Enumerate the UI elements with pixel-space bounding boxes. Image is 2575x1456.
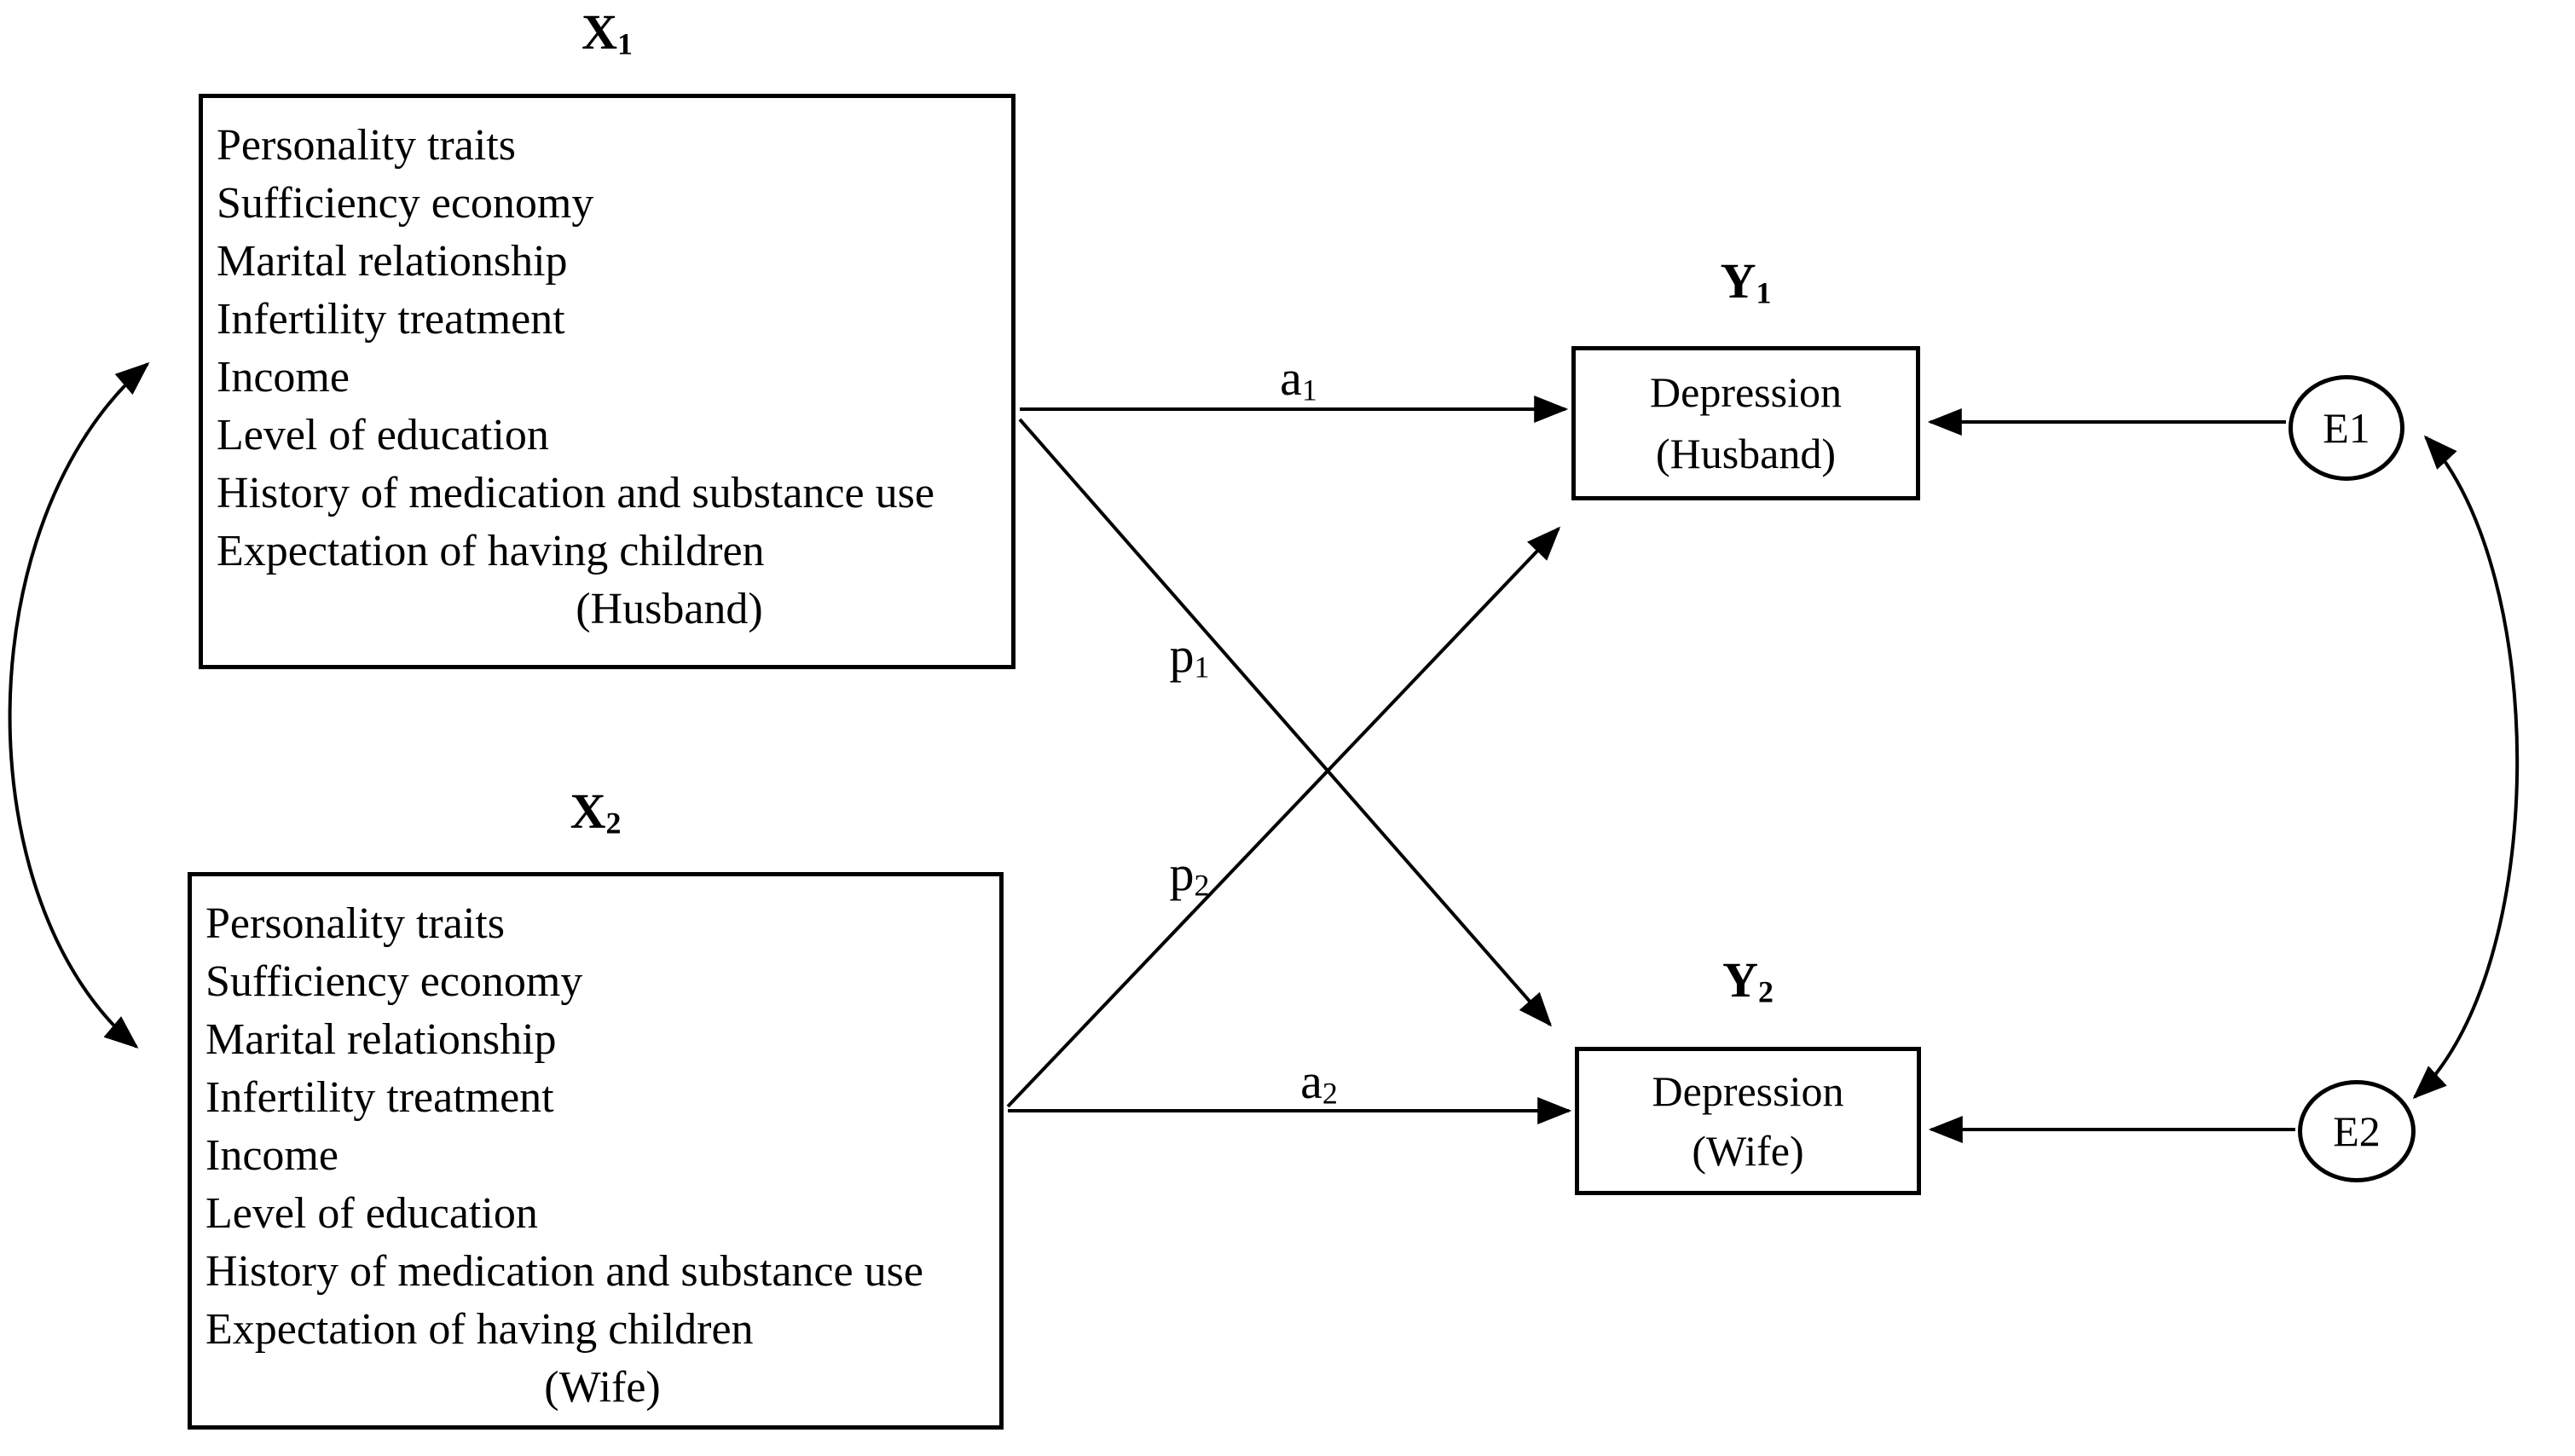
x2-box: [188, 872, 1004, 1430]
label-a1-subscript: 1: [1301, 373, 1317, 407]
y1-box: [1571, 346, 1920, 500]
x1-item: Personality traits: [217, 121, 516, 170]
y1-title: [1571, 253, 1920, 318]
label-a2-subscript: 2: [1322, 1076, 1338, 1111]
x2-item: Marital relationship: [205, 1015, 557, 1064]
x1-title: [199, 4, 1016, 69]
y2-title: [1575, 952, 1921, 1017]
x2-item: Level of education: [205, 1189, 538, 1238]
y1-title-subscript: 1: [1756, 275, 1772, 310]
covariance-arc-e1-e2: [2415, 437, 2517, 1097]
x1-item: Sufficiency economy: [217, 179, 594, 228]
label-p1-base: p: [1169, 627, 1195, 683]
covariance-arc-x1-x2: [10, 364, 148, 1047]
x1-item: History of medication and substance use: [217, 469, 935, 517]
y2-title-base: Y: [1722, 952, 1758, 1008]
x2-item: Income: [205, 1131, 339, 1180]
x1-subject: (Husband): [576, 585, 763, 633]
e1-label: E1: [2323, 404, 2370, 452]
label-p2-base: p: [1169, 846, 1195, 901]
label-a2: [1234, 1054, 1404, 1118]
arrow-p2-x2-to-y1: [1008, 529, 1559, 1106]
x1-title-subscript: 1: [616, 26, 633, 61]
e2-label: E2: [2333, 1107, 2381, 1155]
x2-item: Infertility treatment: [205, 1073, 554, 1122]
y2-title-subscript: 2: [1757, 974, 1774, 1009]
y2-box: [1575, 1047, 1921, 1195]
x2-subject: (Wife): [544, 1363, 661, 1412]
label-a1: [1213, 350, 1384, 414]
label-p1-subscript: 1: [1194, 650, 1210, 685]
y2-line2: (Wife): [1692, 1127, 1804, 1175]
label-a1-base: a: [1280, 350, 1302, 406]
x2-title-base: X: [570, 783, 606, 839]
x1-item: Expectation of having children: [217, 527, 765, 575]
y2-line1: Depression: [1652, 1067, 1844, 1115]
e1-circle: [2289, 375, 2404, 481]
x1-box: [199, 94, 1016, 669]
x1-item: Marital relationship: [217, 237, 568, 286]
label-a2-base: a: [1300, 1054, 1322, 1109]
x1-item: Level of education: [217, 411, 549, 459]
label-p1: [1104, 627, 1275, 691]
y1-line1: Depression: [1650, 368, 1842, 416]
y1-line2: (Husband): [1655, 430, 1837, 477]
label-p2: [1104, 846, 1275, 910]
x1-item: Income: [217, 353, 350, 402]
y1-title-base: Y: [1720, 253, 1756, 309]
x2-item: Sufficiency economy: [205, 957, 583, 1006]
x2-item: History of medication and substance use: [205, 1247, 923, 1296]
arrow-p1-x1-to-y2: [1020, 419, 1550, 1025]
label-p2-subscript: 2: [1194, 868, 1210, 903]
x2-title-subscript: 2: [605, 806, 622, 841]
e2-circle: [2298, 1080, 2416, 1182]
x2-item: Expectation of having children: [205, 1305, 754, 1354]
x2-item: Personality traits: [205, 899, 505, 948]
x1-item: Infertility treatment: [217, 295, 565, 344]
x2-title: [188, 783, 1004, 848]
x1-title-base: X: [582, 4, 617, 60]
